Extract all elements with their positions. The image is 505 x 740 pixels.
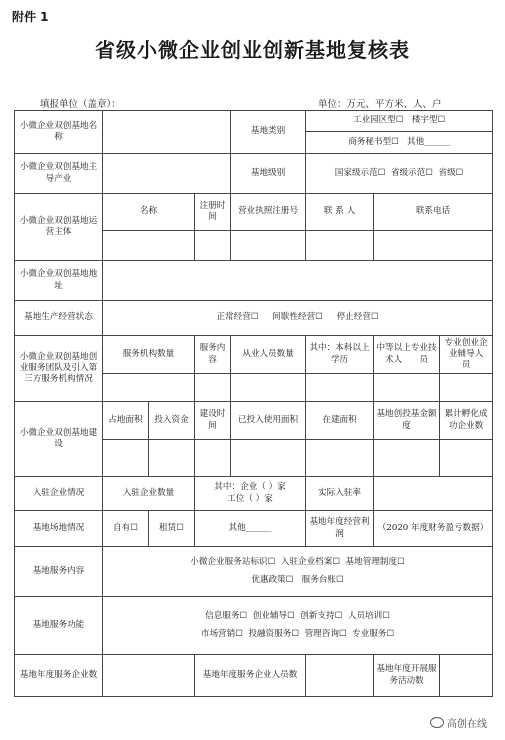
team-agency-count-input[interactable] <box>103 374 195 402</box>
build-under-construction-header: 在建面积 <box>306 402 374 440</box>
annual-staff-input[interactable] <box>306 655 374 697</box>
annual-companies-input[interactable] <box>103 655 195 697</box>
operator-license-header: 营业执照注册号 <box>231 194 306 231</box>
team-technician-header: 中等以上专业技术人 员 <box>374 336 440 374</box>
address-input[interactable] <box>103 261 493 301</box>
service-content-options <box>103 547 493 597</box>
service-function-label: 基地服务功能 <box>15 597 103 655</box>
industry-label: 小微企业双创基地主导产业 <box>15 154 103 194</box>
tenants-company-field[interactable]: 其中：企业（ ）家 <box>214 482 286 493</box>
build-investment-header: 投入资金 <box>149 402 195 440</box>
fill-unit-label: 填报单位（盖章）： <box>40 99 121 110</box>
team-bachelor-header: 其中：本科以上学历 <box>306 336 374 374</box>
site-profit-note: （2020 年度财务盈亏数据） <box>374 511 493 547</box>
base-name-input[interactable] <box>103 111 231 154</box>
level-national-checkbox[interactable]: 国家级示范☐ <box>334 167 386 178</box>
base-level-options <box>306 154 493 194</box>
operator-reg-time-input[interactable] <box>195 231 231 261</box>
team-mentor-input[interactable] <box>440 374 493 402</box>
financing-service-checkbox[interactable]: 投融资服务☐ <box>248 628 300 639</box>
professional-service-checkbox[interactable]: 专业服务☐ <box>352 628 395 639</box>
tenants-occupancy-input[interactable] <box>374 477 493 511</box>
team-technician-input[interactable] <box>374 374 440 402</box>
operator-name-input[interactable] <box>103 231 195 261</box>
tenants-label: 入驻企业情况 <box>15 477 103 511</box>
team-bachelor-input[interactable] <box>306 374 374 402</box>
site-owned-checkbox[interactable]: 自有☐ <box>103 511 149 547</box>
industry-input[interactable] <box>103 154 231 194</box>
build-land-area-input[interactable] <box>103 440 149 477</box>
type-secretary-checkbox[interactable]: 商务秘书型☐ <box>348 136 399 147</box>
team-service-content-header: 服务内容 <box>195 336 231 374</box>
innovation-support-checkbox[interactable]: 创新支持☐ <box>300 611 343 622</box>
service-station-sign-checkbox[interactable]: 小微企业服务站标识☐ <box>190 557 276 568</box>
tenants-occupancy-header: 实际入驻率 <box>306 477 374 511</box>
operator-phone-input[interactable] <box>374 231 493 261</box>
base-type-options-2 <box>306 132 493 154</box>
build-time-header: 建设时间 <box>195 402 231 440</box>
build-incubated-input[interactable] <box>440 440 493 477</box>
team-mentor-header: 专业创业企业辅导人 员 <box>440 336 493 374</box>
build-fund-input[interactable] <box>374 440 440 477</box>
operator-reg-time-header: 注册时间 <box>195 194 231 231</box>
type-industrial-park-checkbox[interactable]: 工业园区型☐ <box>352 115 404 126</box>
management-consulting-checkbox[interactable]: 管理咨询☐ <box>304 628 347 639</box>
marketing-checkbox[interactable]: 市场营销☐ <box>200 628 243 639</box>
site-other-field[interactable]: 其他______ <box>195 511 306 547</box>
review-form-table <box>14 110 501 697</box>
watermark-text: 高创在线 <box>447 719 487 730</box>
management-system-checkbox[interactable]: 基地管理制度☐ <box>345 557 405 568</box>
build-under-construction-input[interactable] <box>306 440 374 477</box>
build-time-input[interactable] <box>195 440 231 477</box>
tenants-breakdown <box>195 477 306 511</box>
build-land-area-header: 占地面积 <box>103 402 149 440</box>
annual-companies-label: 基地年度服务企业数 <box>15 655 103 697</box>
tenant-archive-checkbox[interactable]: 入驻企业档案☐ <box>280 557 341 568</box>
operator-license-input[interactable] <box>231 231 306 261</box>
attachment-label: 附件 1 <box>12 10 49 24</box>
info-service-checkbox[interactable]: 信息服务☐ <box>205 611 248 622</box>
base-level-label: 基地级别 <box>231 154 306 194</box>
operator-label: 小微企业双创基地运营主体 <box>15 194 103 261</box>
build-label: 小微企业双创基地建设 <box>15 402 103 477</box>
base-type-label: 基地类别 <box>231 111 306 154</box>
site-leased-checkbox[interactable]: 租赁☐ <box>149 511 195 547</box>
team-service-content-input[interactable] <box>195 374 231 402</box>
type-building-checkbox[interactable]: 楼宇型☐ <box>411 115 446 126</box>
service-function-options <box>103 597 493 655</box>
service-content-label: 基地服务内容 <box>15 547 103 597</box>
team-label: 小微企业双创基地创业服务团队及引入第三方服务机构情况 <box>15 336 103 402</box>
level-provincial-demo-checkbox[interactable]: 省级示范☐ <box>390 167 433 178</box>
page-title: 省级小微企业创业创新基地复核表 <box>95 38 410 62</box>
operator-contact-header: 联 系 人 <box>306 194 374 231</box>
status-label: 基地生产经营状态 <box>15 301 103 336</box>
tenants-count-header: 入驻企业数量 <box>103 477 195 511</box>
build-used-area-header: 已投入使用面积 <box>231 402 306 440</box>
preferential-policy-checkbox[interactable]: 优惠政策☐ <box>251 574 294 585</box>
build-used-area-input[interactable] <box>231 440 306 477</box>
address-label: 小微企业双创基地地址 <box>15 261 103 301</box>
annual-activities-label: 基地年度开展服务活动数 <box>374 655 440 697</box>
operator-contact-input[interactable] <box>306 231 374 261</box>
operator-phone-header: 联系电话 <box>374 194 493 231</box>
status-options <box>103 301 493 336</box>
annual-staff-label: 基地年度服务企业人员数 <box>195 655 306 697</box>
site-profit-label: 基地年度经营利润 <box>306 511 374 547</box>
base-name-label: 小微企业双创基地名称 <box>15 111 103 154</box>
base-type-options-1 <box>306 111 493 132</box>
startup-coaching-checkbox[interactable]: 创业辅导☐ <box>252 611 295 622</box>
team-staff-count-input[interactable] <box>231 374 306 402</box>
team-agency-count-header: 服务机构数量 <box>103 336 195 374</box>
status-intermittent-checkbox[interactable]: 间歇性经营☐ <box>272 312 323 323</box>
units-label: 单位：万元、平方米、人、户 <box>318 99 442 110</box>
team-staff-count-header: 从业人员数量 <box>231 336 306 374</box>
operator-name-header: 名称 <box>103 194 195 231</box>
tenants-workstation-field[interactable]: 工位（ ）家 <box>227 493 273 504</box>
build-investment-input[interactable] <box>149 440 195 477</box>
build-incubated-header: 累计孵化成功企业数 <box>440 402 493 440</box>
watermark <box>430 715 487 730</box>
staff-training-checkbox[interactable]: 人员培训☐ <box>347 611 390 622</box>
annual-activities-input[interactable] <box>440 655 493 697</box>
build-fund-header: 基地创投基金额度 <box>374 402 440 440</box>
wechat-icon <box>430 717 444 728</box>
type-other-field[interactable]: 其他______ <box>407 136 450 147</box>
service-ledger-checkbox[interactable]: 服务台账☐ <box>301 574 344 585</box>
site-label: 基地场地情况 <box>15 511 103 547</box>
status-normal-checkbox[interactable]: 正常经营☐ <box>216 312 259 323</box>
level-provincial-checkbox[interactable]: 省级☐ <box>438 167 464 178</box>
status-stopped-checkbox[interactable]: 停止经营☐ <box>336 312 379 323</box>
